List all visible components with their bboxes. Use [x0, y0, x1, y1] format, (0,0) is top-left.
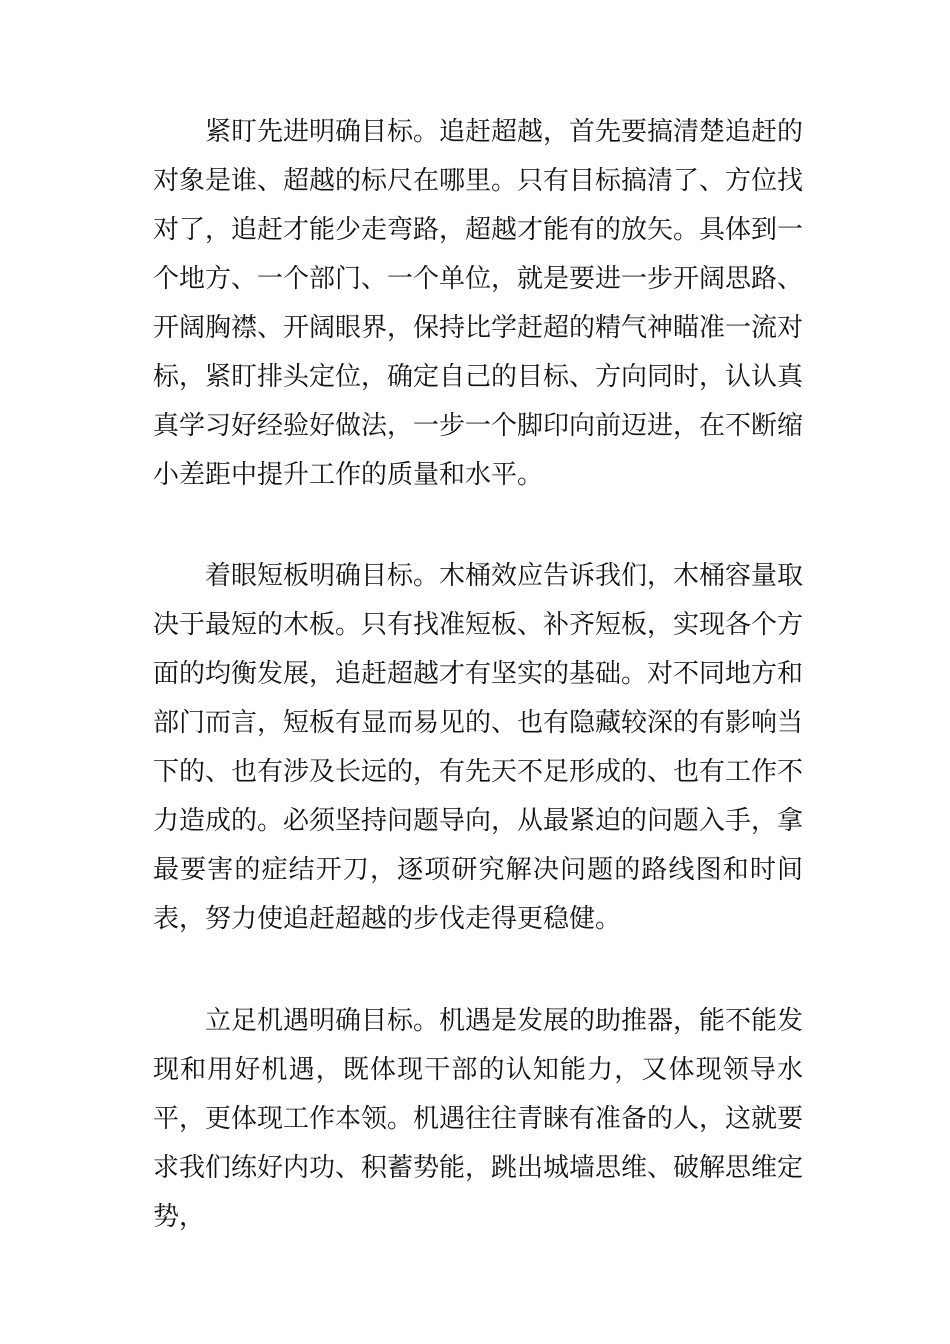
paragraph-targeting-advanced: 紧盯先进明确目标。追赶超越，首先要搞清楚追赶的对象是谁、超越的标尺在哪里。只有目标搞清了、方位找对了，追赶才能少走弯路，超越才能有的放矢。具体到一个地方、一个部门、一个单位，就是要进一步开阔思路、开阔胸襟、开阔眼界，保持比学赶超的精气神瞄准一流对标，紧盯排头定位，确定自己的目标、方向同时，认认真真学习好经验好做法，一步一个脚印向前迈进，在不断缩小差距中提升工作的质量和水平。 [153, 117, 804, 490]
paragraph-seizing-opportunities: 立足机遇明确目标。机遇是发展的助推器，能不能发现和用好机遇，既体现干部的认知能力，又体现领导水平，更体现工作本领。机遇往往青睐有准备的人，这就要求我们练好内功、积蓄势能，跳出城墙思维、破解思维定势， [153, 1006, 804, 1232]
paragraph-addressing-weaknesses: 着眼短板明确目标。木桶效应告诉我们，木桶容量取决于最短的木板。只有找准短板、补齐短板，实现各个方面的均衡发展，追赶超越才有坚实的基础。对不同地方和部门而言，短板有显而易见的、也有隐藏较深的有影响当下的、也有涉及长远的，有先天不足形成的、也有工作不力造成的。必须坚持问题导向，从最紧迫的问题入手，拿最要害的症结开刀，逐项研究解决问题的路线图和时间表，努力使追赶超越的步伐走得更稳健。 [153, 561, 804, 934]
